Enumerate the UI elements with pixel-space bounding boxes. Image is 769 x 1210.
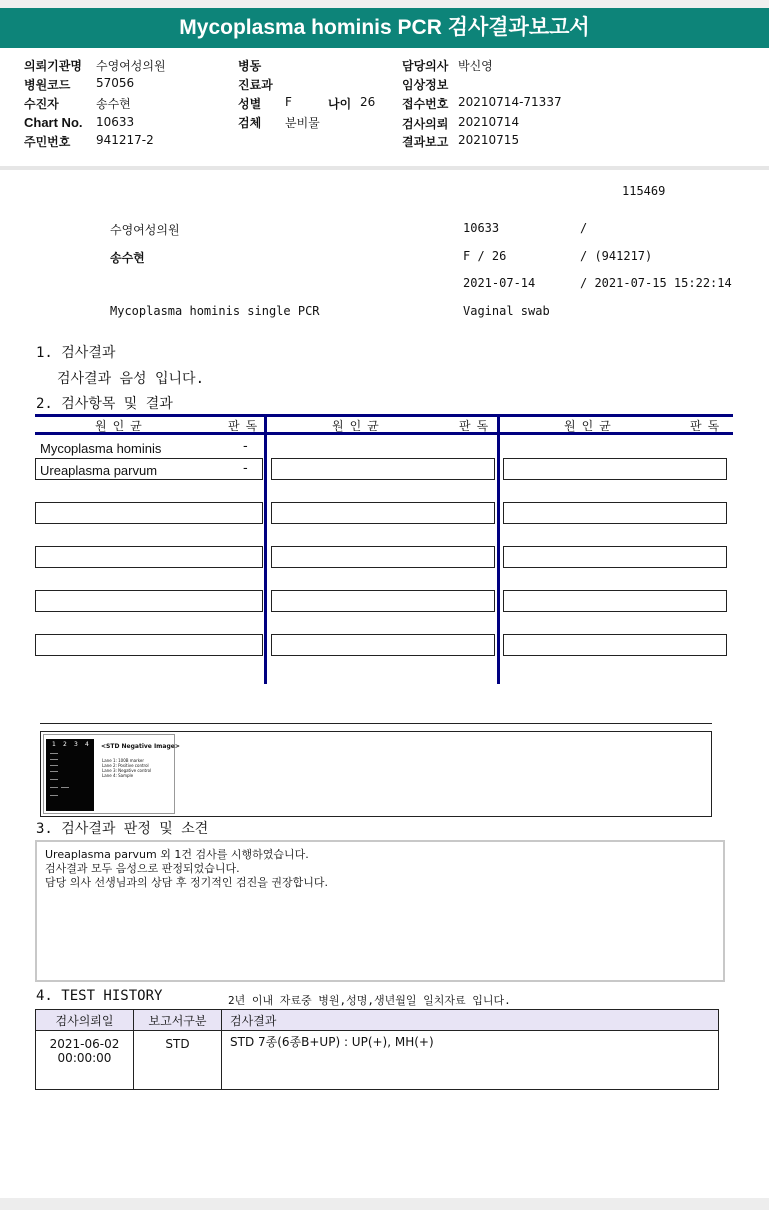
gel-lane-label: 1 <box>52 741 56 748</box>
table-cell <box>503 458 727 480</box>
opinion-heading: 3. 검사결과 판정 및 소견 <box>36 821 209 837</box>
table-cell <box>503 634 727 656</box>
col-result-1: 판독 <box>228 419 264 433</box>
print-specimen: Vaginal swab <box>463 304 550 318</box>
col-result-2: 판독 <box>459 419 495 433</box>
print-request-date: 2021-07-14 <box>463 276 536 290</box>
print-test-name: Mycoplasma hominis single PCR <box>110 304 320 318</box>
doctor-value: 박신영 <box>458 59 493 73</box>
history-col-result: 검사결과 <box>222 1010 719 1031</box>
report-title: Mycoplasma hominis PCR 검사결과보고서 <box>0 8 769 48</box>
age-value: 26 <box>360 95 376 109</box>
col-organism-3: 원인균 <box>564 419 617 433</box>
table-cell <box>35 634 263 656</box>
history-date: 2021-06-02 <box>49 1037 120 1051</box>
doctor-label: 담당의사 <box>402 59 449 73</box>
table-cell <box>271 458 495 480</box>
sex-label: 성별 <box>238 97 262 111</box>
chart-no-label: Chart No. <box>24 115 83 130</box>
receipt-label: 접수번호 <box>402 97 449 111</box>
items-heading: 2. 검사항목 및 결과 <box>36 396 173 412</box>
print-institution: 수영여성의원 <box>110 223 180 237</box>
table-row <box>36 1031 719 1090</box>
gel-lane-label: 4 <box>85 741 89 748</box>
gel-lane-label: 3 <box>74 741 78 748</box>
hospital-code-label: 병원코드 <box>24 78 71 92</box>
gel-caption-title: <STD Negative Image> <box>101 743 180 750</box>
gel-lane-label: 2 <box>63 741 67 748</box>
gel-legend-line: Lane 4: Sample <box>102 773 134 778</box>
hospital-code-value: 57056 <box>96 76 135 90</box>
gel-top-rule <box>40 723 712 724</box>
gel-legend-line: Lane 2: Positive control <box>102 763 149 768</box>
rrn-value: 941217-2 <box>96 133 154 147</box>
history-note: 2년 이내 자료중 병원,성명,생년월일 일치자료 입니다. <box>228 994 511 1007</box>
gel-band <box>50 753 58 754</box>
print-patient: 송수현 <box>110 251 145 265</box>
top-gap <box>0 0 769 8</box>
dept-label: 진료과 <box>238 78 273 92</box>
institution-value: 수영여성의원 <box>96 59 166 73</box>
history-result: STD 7종(6종B+UP) : UP(+), MH(+) <box>222 1031 719 1090</box>
specimen-label: 검체 <box>238 116 262 130</box>
result-cell: - <box>243 439 248 454</box>
table-cell <box>503 546 727 568</box>
ward-label: 병동 <box>238 59 262 73</box>
table-cell <box>35 546 263 568</box>
request-value: 20210714 <box>458 115 520 129</box>
specimen-value: 분비물 <box>285 116 320 130</box>
result-text: 검사결과 음성 입니다. <box>57 371 205 387</box>
result-cell: - <box>243 461 248 476</box>
history-heading: 4. TEST HISTORY <box>36 988 163 1004</box>
table-cell <box>271 546 495 568</box>
print-sex-age: F / 26 <box>463 249 507 263</box>
print-rrn: / (941217) <box>580 249 653 263</box>
history-date-cell <box>36 1031 134 1090</box>
patient-label: 수진자 <box>24 97 59 111</box>
table-cell <box>503 590 727 612</box>
history-table <box>35 1009 719 1090</box>
gel-photo <box>46 739 94 811</box>
table-cell <box>271 634 495 656</box>
institution-label: 의뢰기관명 <box>24 59 82 73</box>
col-organism-1: 원인균 <box>95 419 148 433</box>
print-code: 115469 <box>622 184 666 198</box>
rrn-label: 주민번호 <box>24 135 71 149</box>
age-label: 나이 <box>328 97 352 111</box>
history-time: 00:00:00 <box>57 1051 112 1065</box>
clinical-label: 임상정보 <box>402 78 449 92</box>
gel-legend-line: Lane 3: Negative control <box>102 768 152 773</box>
report-label: 결과보고 <box>402 135 449 149</box>
history-type: STD <box>134 1031 222 1090</box>
gel-band <box>50 759 58 760</box>
gel-band <box>50 795 58 796</box>
result-heading: 1. 검사결과 <box>36 345 116 361</box>
table-cell <box>35 590 263 612</box>
table-divider-1 <box>264 414 267 684</box>
gel-band <box>61 787 69 788</box>
organism-cell: Ureaplasma parvum <box>40 463 158 478</box>
gel-legend-line: Lane 1: 100B marker <box>102 758 145 763</box>
patient-value: 송수현 <box>96 97 131 111</box>
gel-band <box>50 779 58 780</box>
receipt-value: 20210714-71337 <box>458 95 562 109</box>
print-chart-no: 10633 <box>463 221 500 235</box>
print-slash: / <box>580 221 588 235</box>
print-report-datetime: / 2021-07-15 15:22:14 <box>580 276 732 290</box>
table-cell <box>271 502 495 524</box>
gel-image <box>43 734 180 814</box>
gel-band <box>50 787 58 788</box>
history-col-date: 검사의뢰일 <box>36 1010 134 1031</box>
header-separator <box>0 166 769 170</box>
table-cell <box>35 502 263 524</box>
table-cell <box>503 502 727 524</box>
table-divider-2 <box>497 414 500 684</box>
gel-band <box>50 765 58 766</box>
report-value: 20210715 <box>458 133 520 147</box>
col-result-3: 판독 <box>690 419 726 433</box>
chart-no-value: 10633 <box>96 115 135 129</box>
opinion-text: Ureaplasma parvum 외 1건 검사를 시행하였습니다. 검사결과 모두 음성으로 판정되었습니다. 담당 의사 선생님과의 상담 후 정기적인 검진을 권장합니다. <box>35 840 725 982</box>
col-organism-2: 원인균 <box>332 419 385 433</box>
request-label: 검사의뢰 <box>402 117 449 131</box>
gel-band <box>50 771 58 772</box>
table-cell <box>271 590 495 612</box>
history-col-type: 보고서구분 <box>134 1010 222 1031</box>
sex-value: F <box>285 95 292 109</box>
organism-cell: Mycoplasma hominis <box>40 441 162 456</box>
footer-strip <box>0 1198 769 1210</box>
